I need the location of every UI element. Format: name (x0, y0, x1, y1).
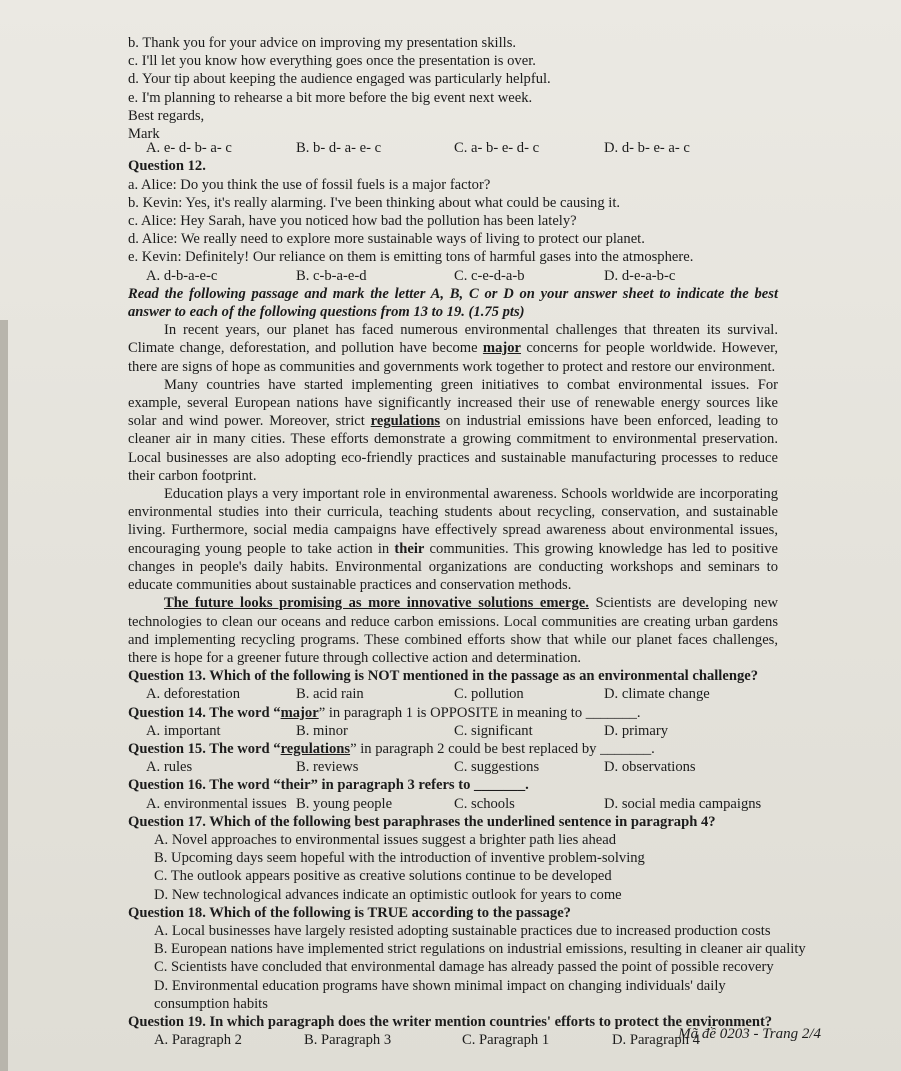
question-12 (128, 157, 778, 284)
option-c[interactable]: C. significant (454, 722, 533, 739)
option-b[interactable]: B. Paragraph 3 (304, 1032, 392, 1049)
option-c[interactable]: C. a- b- e- d- c (454, 140, 540, 157)
q14-options (128, 722, 778, 740)
option-c[interactable]: C. c-e-d-a-b (454, 267, 525, 284)
prev-question (128, 34, 778, 157)
prev-line-d: d. Your tip about keeping the audience engaged was particularly helpful. (128, 71, 551, 88)
page-edge-shadow (0, 320, 8, 1071)
question-14 (128, 704, 778, 740)
question-16-stem: Question 16. The word “their” in paragraph 3 refers to _______. (128, 777, 529, 794)
option-b[interactable]: B. minor (296, 722, 348, 739)
question-19-stem: Question 19. In which paragraph does the writer mention countries' efforts to protect the environment? (128, 1013, 773, 1030)
q16-options (128, 795, 778, 813)
p2-text-1: Many countries have started implementing green initiatives to combat environmental issues. For example, several European nations have significantly increased their use of renewable energy sources like solar and wind power. Moreover, strict (128, 376, 778, 430)
question-17-stem: Question 17. Which of the following best paraphrases the underlined sentence in paragraph 4? (128, 813, 716, 830)
prev-line-e: e. I'm planning to rehearse a bit more before the big event next week. (128, 89, 533, 106)
question-13-stem: Question 13. Which of the following is NOT mentioned in the passage as an environmental challenge? (128, 668, 759, 685)
option-b[interactable]: B. young people (296, 795, 393, 812)
option-c[interactable]: C. Scientists have concluded that environmental damage has already passed the point of possible recovery (154, 959, 774, 976)
option-a[interactable]: A. d-b-a-e-c (146, 267, 218, 284)
q15-stem-word: regulations (280, 740, 351, 757)
option-d[interactable]: D. d- b- e- a- c (604, 140, 690, 157)
option-a[interactable]: A. e- d- b- a- c (146, 140, 232, 157)
p2-text-2: on industrial emissions have been enforced, leading to cleaner air in many cities. These efforts demonstrate a growing commitment to environmental preservation. Local businesses are also adopting eco-friendly practices and sustainable manufacturing processes to reduce their carbon footprint. (128, 413, 778, 484)
question-15 (128, 740, 778, 776)
prev-signature: Mark (128, 126, 160, 143)
paragraph-1 (128, 321, 778, 376)
q13-options (128, 685, 778, 703)
page-content (128, 34, 806, 1049)
option-d[interactable]: D. social media campaigns (604, 795, 762, 812)
prev-line-b: b. Thank you for your advice on improving my presentation skills. (128, 35, 517, 51)
option-c[interactable]: C. schools (454, 795, 515, 812)
option-d[interactable]: D. d-e-a-b-c (604, 267, 676, 284)
q12-line-e: e. Kevin: Definitely! Our reliance on them is emitting tons of harmful gases into the atmosphere. (128, 249, 694, 266)
option-c[interactable]: C. pollution (454, 686, 524, 703)
q15-options (128, 758, 778, 776)
prev-options (128, 139, 778, 157)
q12-line-b: b. Kevin: Yes, it's really alarming. I've been thinking about what could be causing it. (128, 194, 621, 211)
paragraph-2 (128, 376, 778, 485)
option-b[interactable]: B. Upcoming days seem hopeful with the introduction of inventive problem-solving (154, 850, 645, 867)
q12-line-d: d. Alice: We really need to explore more sustainable ways of living to protect our planet. (128, 231, 645, 248)
option-d[interactable]: D. observations (604, 759, 696, 776)
option-b[interactable]: B. acid rain (296, 686, 364, 703)
option-b[interactable]: B. reviews (296, 759, 359, 776)
option-d[interactable]: D. Environmental education programs have shown minimal impact on changing individuals' daily consumption habits (154, 977, 726, 1012)
q12-line-c: c. Alice: Hey Sarah, have you noticed how bad the pollution has been lately? (128, 213, 577, 230)
q12-line-a: a. Alice: Do you think the use of fossil fuels is a major factor? (128, 176, 491, 193)
page-footer: Mã đề 0203 - Trang 2/4 (678, 1026, 821, 1042)
option-d[interactable]: D. New technological advances indicate an optimistic outlook for years to come (154, 886, 622, 903)
q14-stem-pre: Question 14. The word “ (128, 704, 281, 721)
question-17 (128, 813, 778, 904)
p3-text-1: Education plays a very important role in environmental awareness. Schools worldwide are incorporating environmental studies into their curricula, teaching students about recycling, conservation, and sustainable living. Furthermore, social media campaigns have effectively spread awareness about environmental issues, encouraging young people to take action in (128, 486, 778, 557)
prev-line-c: c. I'll let you know how everything goes once the presentation is over. (128, 53, 536, 70)
option-b[interactable]: B. European nations have implemented strict regulations on industrial emissions, resulting in cleaner air quality (154, 941, 806, 958)
option-d[interactable]: D. climate change (604, 686, 710, 703)
q15-stem-pre: Question 15. The word “ (128, 740, 281, 757)
option-c[interactable]: C. The outlook appears positive as creative solutions continue to be developed (154, 868, 612, 885)
option-a[interactable]: A. Paragraph 2 (154, 1032, 242, 1049)
reading-passage (128, 321, 778, 667)
option-d[interactable]: D. Paragraph 4 (612, 1032, 700, 1049)
question-13 (128, 667, 778, 703)
paragraph-4 (128, 594, 778, 667)
word-their: their (394, 540, 425, 557)
option-b[interactable]: B. c-b-a-e-d (296, 267, 367, 284)
option-a[interactable]: A. rules (146, 759, 193, 776)
option-a[interactable]: A. environmental issues (146, 795, 287, 812)
paragraph-3 (128, 485, 778, 594)
option-a[interactable]: A. Local businesses have largely resisted adopting sustainable practices due to increased production costs (154, 922, 771, 939)
option-b[interactable]: B. b- d- a- e- c (296, 140, 382, 157)
question-16 (128, 776, 778, 812)
prev-closing: Best regards, (128, 107, 205, 124)
option-d[interactable]: D. primary (604, 722, 669, 739)
question-18 (128, 904, 806, 1013)
p1-text-2: concerns for people worldwide. However, there are signs of hope as communities and governments work together to protect and restore our environment. (128, 340, 778, 375)
option-c[interactable]: C. Paragraph 1 (462, 1032, 550, 1049)
reading-instruction: Read the following passage and mark the letter A, B, C or D on your answer sheet to indicate the best answer to each of the following questions from 13 to 19. (1.75 pts) (128, 285, 778, 321)
option-a[interactable]: A. important (146, 722, 221, 739)
q12-options (128, 267, 778, 285)
p3-text-2: communities. This growing knowledge has led to positive changes in people's daily habits. Environmental organizations are conducting workshops and seminars to educate communities about sustainable practices and conservation methods. (128, 540, 779, 594)
question-18-stem: Question 18. Which of the following is TRUE according to the passage? (128, 904, 571, 921)
question-14-stem (128, 704, 778, 722)
option-a[interactable]: A. Novel approaches to environmental issues suggest a brighter path lies ahead (154, 831, 617, 848)
question-15-stem (128, 740, 778, 758)
word-regulations: regulations (370, 413, 441, 430)
q14-stem-post: ” in paragraph 1 is OPPOSITE in meaning to _______. (318, 704, 641, 721)
underlined-sentence: The future looks promising as more innovative solutions emerge. (164, 595, 589, 612)
option-c[interactable]: C. suggestions (454, 759, 540, 776)
p4-text: Scientists are developing new technologies to clean our oceans and reduce carbon emissions. Local communities are creating urban gardens and implementing recycling programs. These combined efforts show that while our planet faces challenges, there is hope for a greener future through collective action and determination. (128, 595, 778, 666)
option-a[interactable]: A. deforestation (146, 686, 241, 703)
p1-text-1: In recent years, our planet has faced numerous environmental challenges that threaten its survival. Climate change, deforestation, and pollution have become (128, 322, 778, 357)
question-12-title: Question 12. (128, 158, 206, 175)
q15-stem-post: ” in paragraph 2 could be best replaced by _______. (350, 740, 655, 757)
q14-stem-word: major (280, 704, 319, 721)
word-major: major (482, 340, 522, 357)
